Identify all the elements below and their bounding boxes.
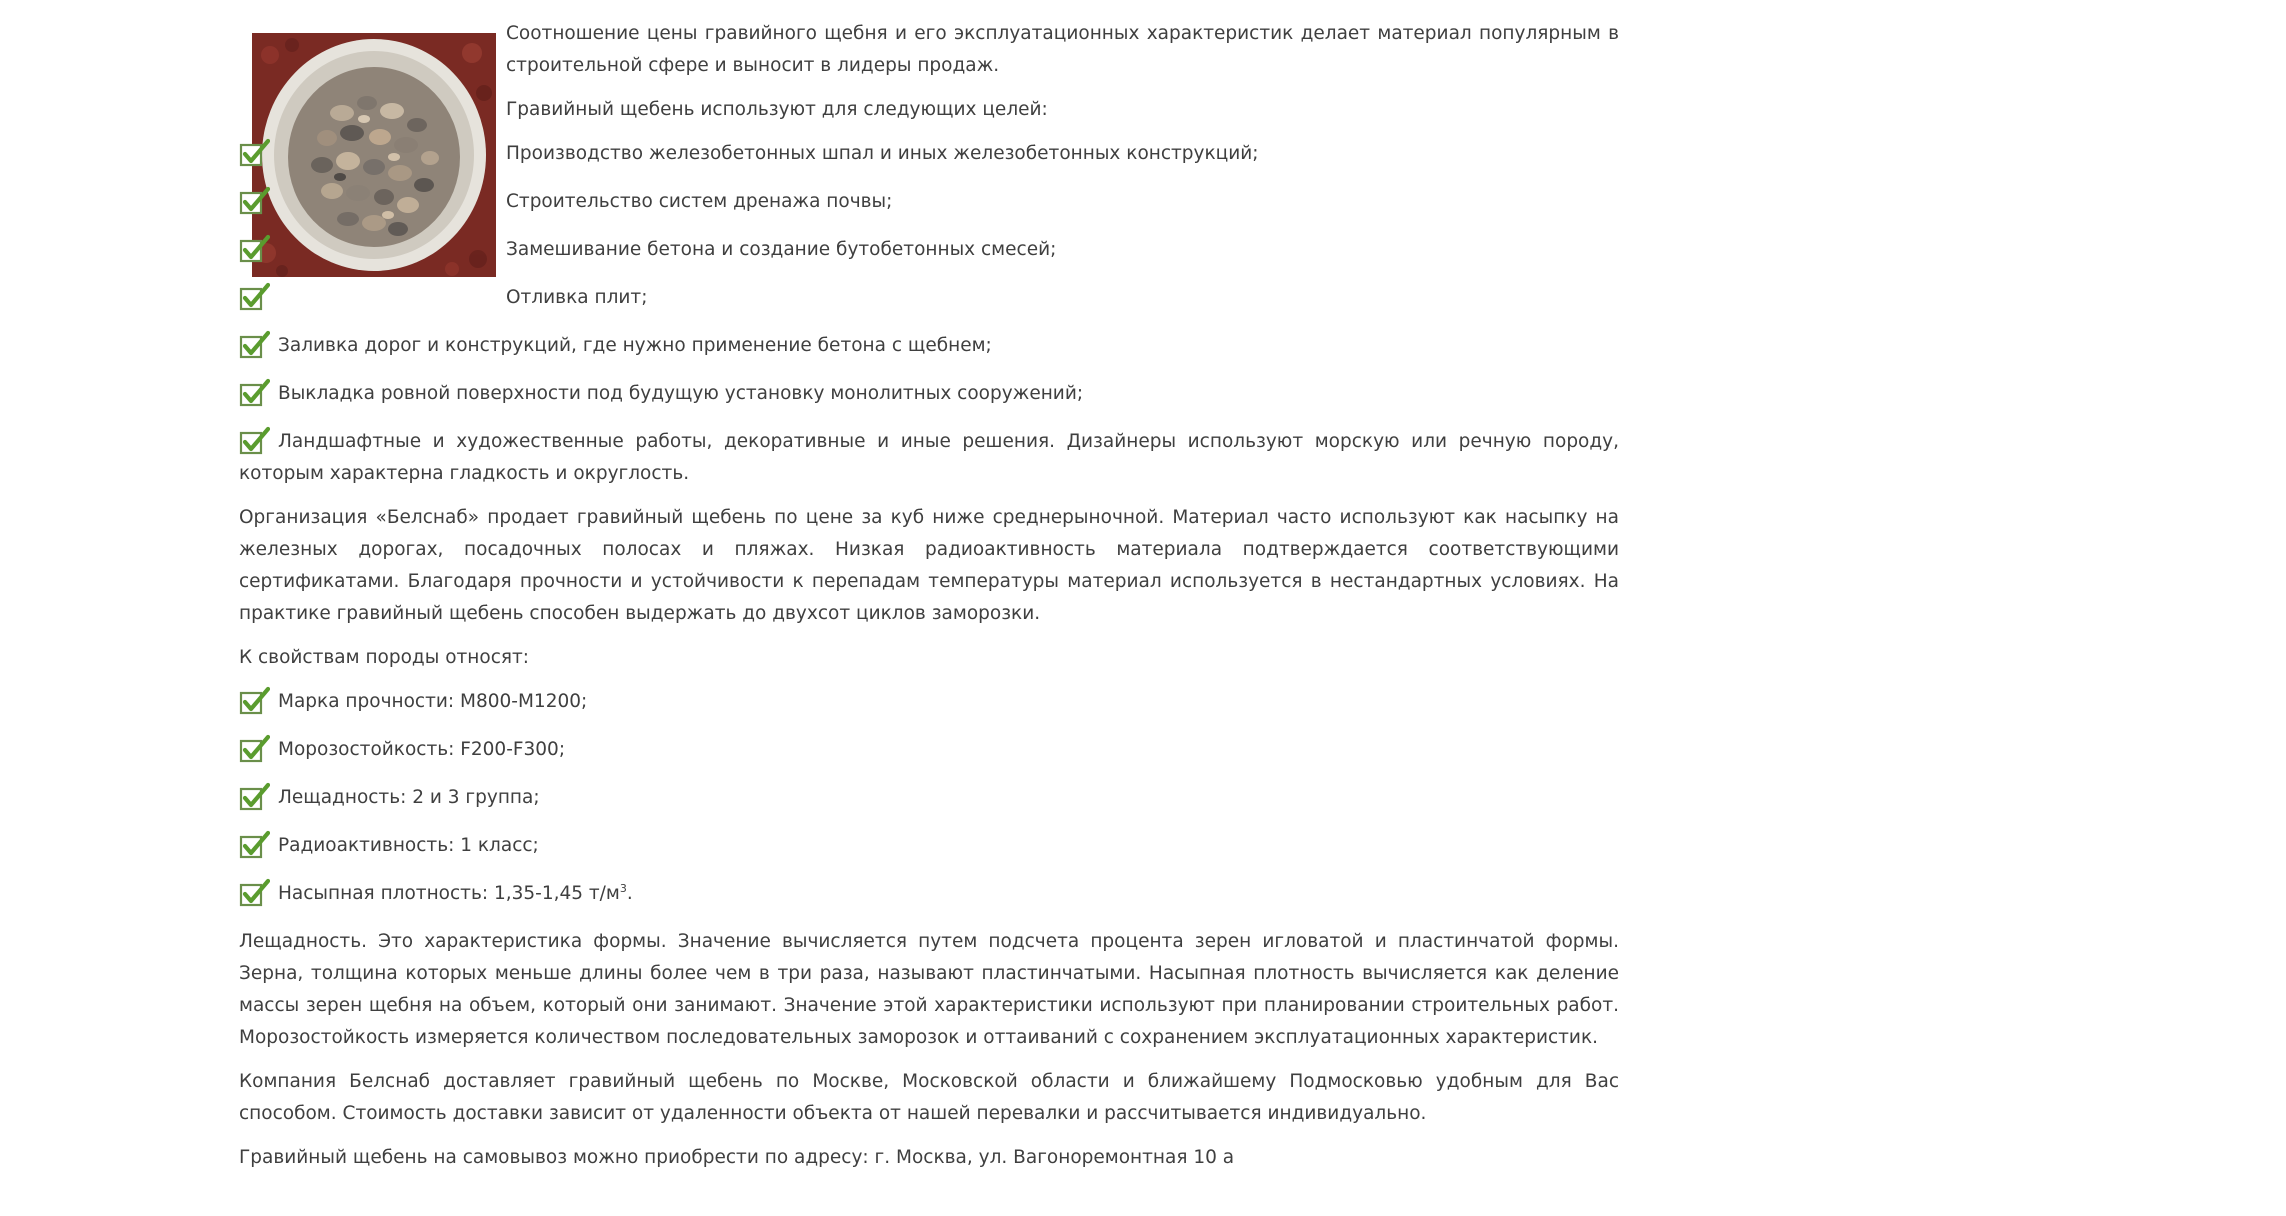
properties-list	[239, 686, 1619, 914]
list-item: Заливка дорог и конструкций, где нужно применение бетона с щебнем;	[239, 330, 1619, 366]
checkbox-check-icon	[239, 878, 270, 908]
list-item: Насыпная плотность: 1,35-1,45 $т/м^3$.	[239, 878, 1619, 914]
checkbox-check-icon	[239, 686, 270, 716]
list-item: Выкладка ровной поверхности под будущую установку монолитных сооружений;	[239, 378, 1619, 414]
checkbox-check-icon	[239, 330, 270, 360]
uses-list	[239, 138, 1619, 490]
flakiness-paragraph: Лещадность. Это характеристика формы. Значение вычисляется путем подсчета процента зерен игловатой и пластинчатой формы. Зерна, толщина которых меньше длины более чем в три раза, называют пластинчатыми. Насыпная плотность вычисляется как деление массы зерен щебня на объем, который они занимают. Значение этой характеристики используют при планировании строительных работ. Морозостойкость измеряется количеством последовательных заморозок и оттаиваний с сохранением эксплуатационных характеристик.	[239, 931, 1619, 1048]
article	[239, 18, 1619, 1186]
company-paragraph: Организация «Белснаб» продает гравийный щебень по цене за куб ниже среднерыночной. Материал часто используют как насыпку на железных дорогах, посадочных полосах и пляжах. Низкая радиоактивность материала подтверждается соответствующими сертификатами. Благодаря прочности и устойчивости к перепадам температуры материал используется в нестандартных условиях. На практике гравийный щебень способен выдержать до двухсот циклов заморозки.	[239, 507, 1619, 624]
list-item: Лещадность: 2 и 3 группа;	[239, 782, 1619, 818]
list-item: Морозостойкость: F200-F300;	[239, 734, 1619, 770]
properties-heading: К свойствам породы относят:	[239, 647, 530, 668]
delivery-paragraph: Компания Белснаб доставляет гравийный щебень по Москве, Московской области и ближайшему Подмосковью удобным для Вас способом. Стоимость доставки зависит от удаленности объекта от нашей перевалки и рассчитывается индивидуально.	[239, 1071, 1619, 1124]
checkbox-check-icon	[239, 234, 270, 264]
list-item: Производство железобетонных шпал и иных железобетонных конструкций;	[239, 138, 1619, 174]
list-item: Отливка плит;	[239, 282, 1619, 318]
checkbox-check-icon	[239, 734, 270, 764]
list-item: Замешивание бетона и создание бутобетонных смесей;	[239, 234, 1619, 270]
checkbox-check-icon	[239, 378, 270, 408]
checkbox-check-icon	[239, 782, 270, 812]
list-item: Радиоактивность: 1 класс;	[239, 830, 1619, 866]
uses-heading: Гравийный щебень используют для следующих целей:	[506, 99, 1048, 120]
list-item: Марка прочности: М800-М1200;	[239, 686, 1619, 722]
intro-paragraph: Соотношение цены гравийного щебня и его эксплуатационных характеристик делает материал популярным в строительной сфере и выносит в лидеры продаж.	[506, 23, 1619, 76]
pickup-paragraph: Гравийный щебень на самовывоз можно приобрести по адресу: г. Москва, ул. Вагоноремонтная 10 а	[239, 1147, 1235, 1168]
checkbox-check-icon	[239, 426, 270, 456]
list-item: Строительство систем дренажа почвы;	[239, 186, 1619, 222]
checkbox-check-icon	[239, 282, 270, 312]
list-item: Ландшафтные и художественные работы, декоративные и иные решения. Дизайнеры используют морскую или речную породу, которым характерна гладкость и округлость.	[239, 426, 1619, 490]
checkbox-check-icon	[239, 830, 270, 860]
checkbox-check-icon	[239, 186, 270, 216]
checkbox-check-icon	[239, 138, 270, 168]
